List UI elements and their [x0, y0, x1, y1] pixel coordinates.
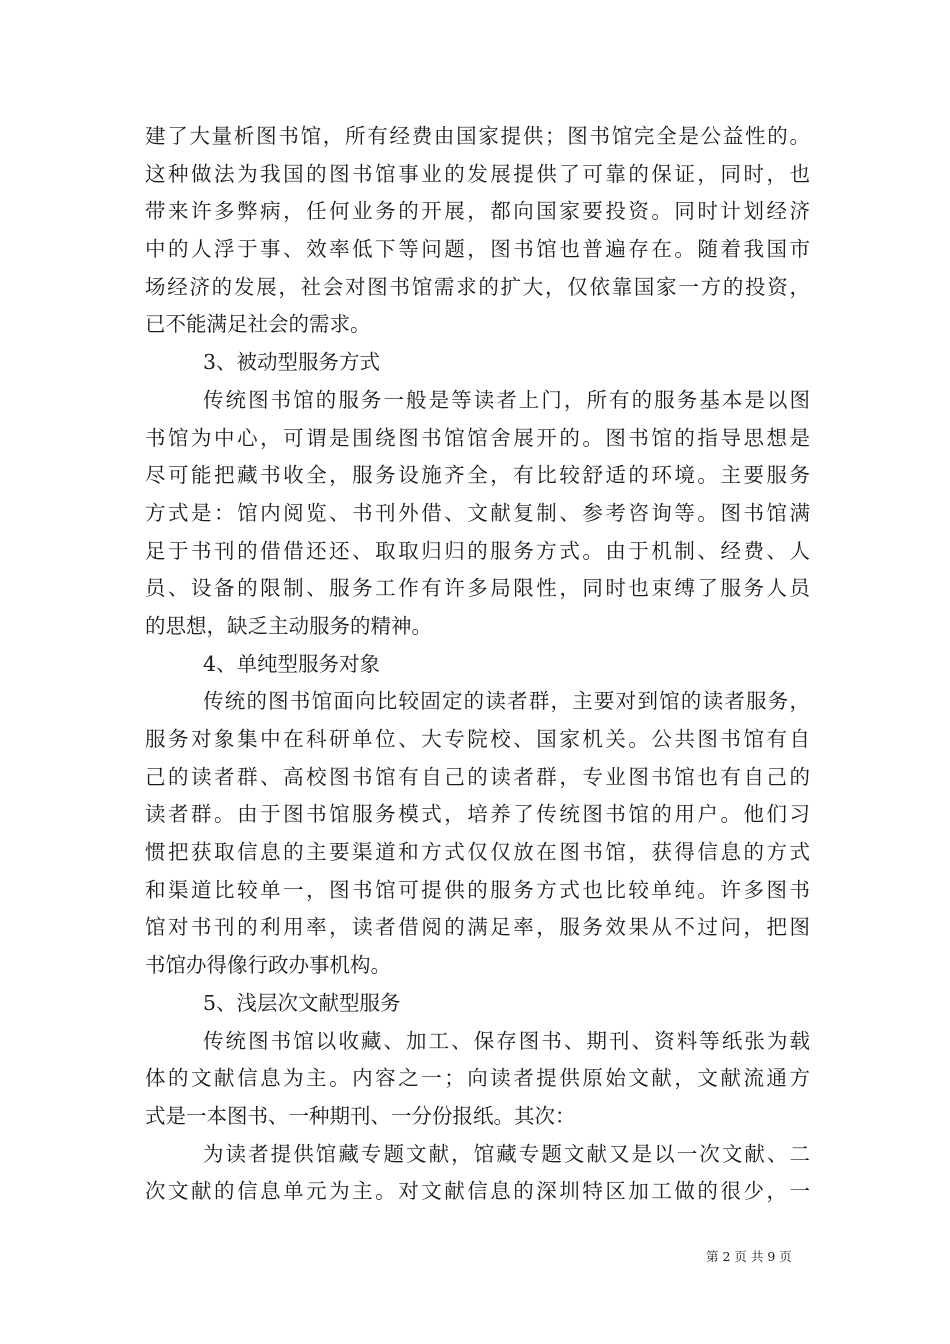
text-line: 惯把获取信息的主要渠道和方式仅仅放在图书馆，获得信息的方式: [145, 840, 810, 865]
text-line: 足于书刊的借借还还、取取归归的服务方式。由于机制、经费、人: [145, 538, 810, 563]
text-line: 式是一本图书、一种期刊、一分份报纸。其次：: [145, 1103, 576, 1128]
text-line: 书馆为中心，可谓是围绕图书馆馆舍展开的。图书馆的指导思想是: [145, 425, 810, 450]
text-line: 馆对书刊的利用率，读者借阅的满足率，服务效果从不过问，把图: [145, 915, 810, 940]
text-line: 书馆办得像行政办事机构。: [145, 953, 391, 978]
text-line: 5、浅层次文献型服务: [203, 990, 401, 1015]
text-line: 次文献的信息单元为主。对文献信息的深圳特区加工做的很少，一: [145, 1179, 810, 1204]
text-line: 传统的图书馆面向比较固定的读者群，主要对到馆的读者服务，: [203, 689, 810, 714]
text-line: 和渠道比较单一，图书馆可提供的服务方式也比较单纯。许多图书: [145, 877, 810, 902]
text-line: 4、单纯型服务对象: [203, 651, 381, 676]
text-line: 尽可能把藏书收全，服务设施齐全，有比较舒适的环境。主要服务: [145, 463, 810, 488]
text-line: 方式是：馆内阅览、书刊外借、文献复制、参考咨询等。图书馆满: [145, 500, 810, 525]
text-line: 传统图书馆以收藏、加工、保存图书、期刊、资料等纸张为载: [203, 1028, 810, 1053]
text-line: 己的读者群、高校图书馆有自己的读者群，专业图书馆也有自己的: [145, 764, 810, 789]
text-line: 读者群。由于图书馆服务模式，培养了传统图书馆的用户。他们习: [145, 802, 810, 827]
document-body: [145, 118, 810, 1211]
text-line: 传统图书馆的服务一般是等读者上门，所有的服务基本是以图: [203, 387, 810, 412]
text-line: 这种做法为我国的图书馆事业的发展提供了可靠的保证，同时，也: [145, 161, 810, 186]
text-line: 带来许多弊病，任何业务的开展，都向国家要投资。同时计划经济: [145, 199, 810, 224]
text-line: 建了大量析图书馆，所有经费由国家提供；图书馆完全是公益性的。: [145, 124, 810, 148]
page-number: 第 2 页 共 9 页: [706, 1249, 792, 1264]
text-line: 体的文献信息为主。内容之一；向读者提供原始文献，文献流通方: [145, 1066, 810, 1091]
text-line: 为读者提供馆藏专题文献，馆藏专题文献又是以一次文献、二: [203, 1141, 810, 1166]
text-line: 已不能满足社会的需求。: [145, 312, 371, 337]
text-line: 服务对象集中在科研单位、大专院校、国家机关。公共图书馆有自: [145, 727, 810, 751]
text-line: 的思想，缺乏主动服务的精神。: [145, 613, 432, 638]
text-line: 中的人浮于事、效率低下等问题，图书馆也普遍存在。随着我国市: [145, 237, 810, 262]
text-line: 3、被动型服务方式: [203, 350, 381, 375]
text-line: 场经济的发展，社会对图书馆需求的扩大，仅依靠国家一方的投资，: [145, 274, 810, 299]
text-line: 员、设备的限制、服务工作有许多局限性，同时也束缚了服务人员: [145, 576, 810, 601]
